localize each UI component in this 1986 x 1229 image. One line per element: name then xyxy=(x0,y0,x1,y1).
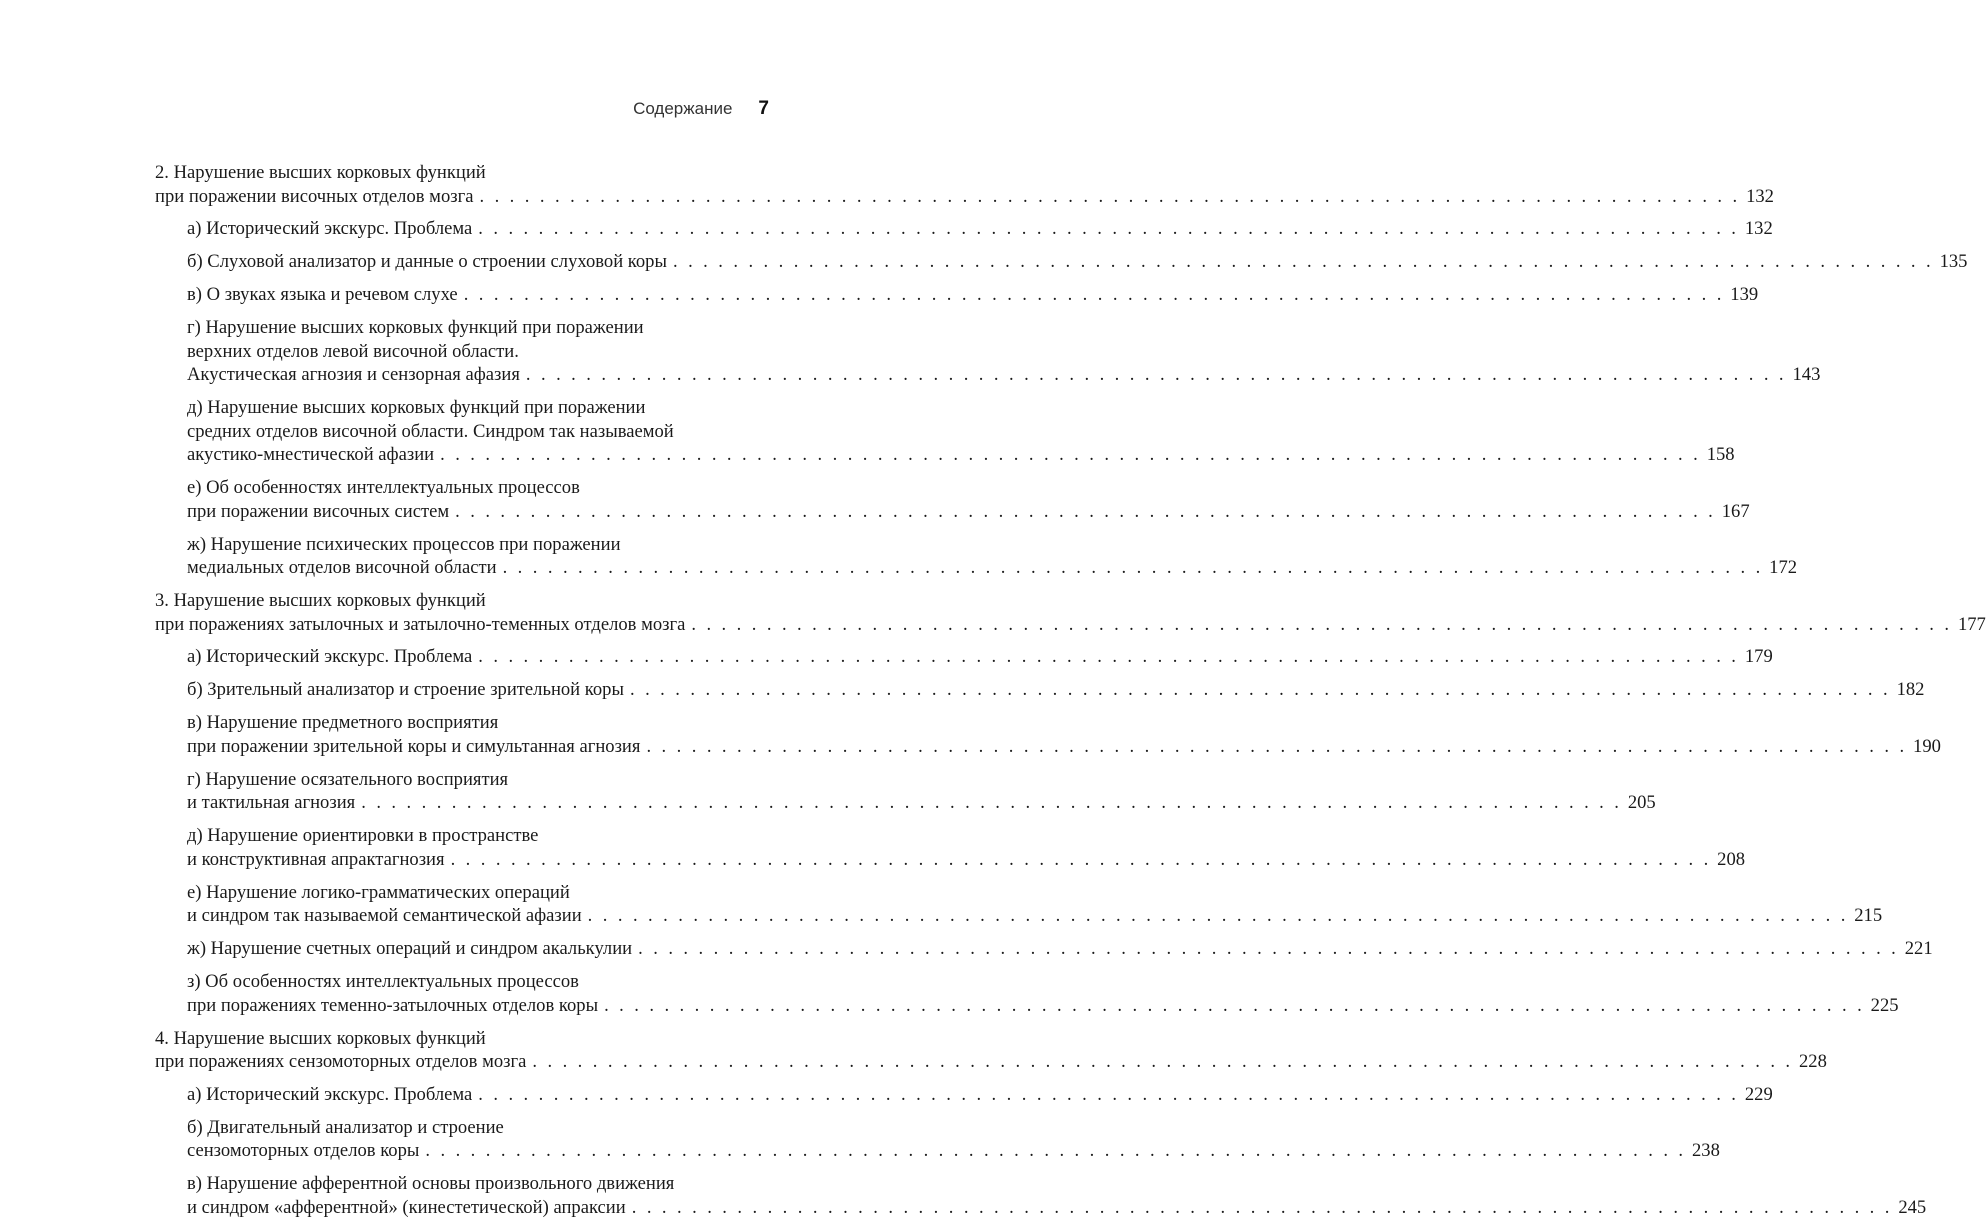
page-number: 7 xyxy=(758,98,769,119)
toc-subsection-entry xyxy=(187,1116,1720,1163)
toc-entry-line: медиальных отделов височной области xyxy=(187,557,497,578)
toc-entry-line: ж) Нарушение психических процессов при поражении xyxy=(187,533,621,555)
toc-entry-line: а) Исторический экскурс. Проблема xyxy=(187,646,473,667)
toc-page-number: 177 xyxy=(1957,613,1986,635)
toc-subsection-entry xyxy=(187,533,1798,580)
toc-section-entry xyxy=(155,161,1774,208)
toc-entry-last-line xyxy=(187,363,1821,387)
toc-entry-last-line xyxy=(187,250,1968,274)
toc-entry-line: а) Исторический экскурс. Проблема xyxy=(187,218,473,239)
toc-page-number: 172 xyxy=(1769,557,1798,578)
toc-entry-line: ж) Нарушение счетных операций и синдром акалькулии xyxy=(187,938,633,959)
dot-leader: . . . . . . . . . . . . . . . . . . . . . . . . . . . . . . . . . . . . . . . . . . . . . . . . . . . . . . . . . . . . . . . . . . . . . . . . . . . . . . . . . . . . xyxy=(478,1083,1739,1105)
toc-entry-last-line xyxy=(187,904,1883,928)
toc-entry-last-line xyxy=(187,500,1750,524)
toc-entry-line: в) О звуках языка и речевом слухе xyxy=(187,284,458,305)
toc-entry-line: д) Нарушение высших корковых функций при поражении xyxy=(187,397,646,418)
toc-subsection-entry xyxy=(187,476,1750,523)
toc-entry-line: а) Исторический экскурс. Проблема xyxy=(187,1083,473,1105)
toc-entry-line: д) Нарушение ориентировки в пространстве xyxy=(187,825,539,846)
dot-leader: . . . . . . . . . . . . . . . . . . . . . . . . . . . . . . . . . . . . . . . . . . . . . . . . . . . . . . . . . . . . . . . . . . . . . . . . . . . . . . . . . . . . xyxy=(478,646,1739,667)
toc-entry-line: и тактильная агнозия xyxy=(187,792,356,813)
dot-leader: . . . . . . . . . . . . . . . . . . . . . . . . . . . . . . . . . . . . . . . . . . . . . . . . . . . . . . . . . . . . . . . . . . . . . . . . . . . . . . . . . . . . xyxy=(631,1196,1893,1218)
toc-entry-last-line xyxy=(155,185,1774,209)
toc-entry-line: и синдром «афферентной» (кинестетической) апраксии xyxy=(187,1196,626,1218)
dot-leader: . . . . . . . . . . . . . . . . . . . . . . . . . . . . . . . . . . . . . . . . . . . . . . . . . . . . . . . . . . . . . . . . . . . . . . . . . . . . . . . . . . . . xyxy=(638,938,1899,959)
toc-page-number: 143 xyxy=(1792,364,1821,385)
toc-page-number: 225 xyxy=(1870,994,1899,1016)
toc-entry-line: при поражениях затылочных и затылочно-теменных отделов мозга xyxy=(155,613,686,635)
dot-leader: . . . . . . . . . . . . . . . . . . . . . . . . . . . . . . . . . . . . . . . . . . . . . . . . . . . . . . . . . . . . . . . . . . . . . . . . . . . . . . . . . . . . xyxy=(604,994,1865,1016)
dot-leader: . . . . . . . . . . . . . . . . . . . . . . . . . . . . . . . . . . . . . . . . . . . . . . . . . . . . . . . . . . . . . . . . . . . . . . . . . . . . . . . . . . . . xyxy=(525,364,1787,385)
toc-entry-line: и конструктивная апрактагнозия xyxy=(187,848,445,870)
running-header-title: Содержание xyxy=(633,99,733,118)
dot-leader: . . . . . . . . . . . . . . . . . . . . . . . . . . . . . . . . . . . . . . . . . . . . . . . . . . . . . . . . . . . . . . . . . . . . . . . . . . . . . . . . . . . . xyxy=(532,1051,1793,1072)
toc-entry-line: сензомоторных отделов коры xyxy=(187,1140,420,1161)
dot-leader: . . . . . . . . . . . . . . . . . . . . . . . . . . . . . . . . . . . . . . . . . . . . . . . . . . . . . . . . . . . . . . . . . . . . . . . . . . . . . . . . . . . . xyxy=(425,1140,1686,1161)
toc-page-number: 245 xyxy=(1898,1196,1927,1218)
toc-subsection-entry xyxy=(187,283,1759,307)
toc-entry-last-line xyxy=(155,1050,1827,1074)
toc-page-number: 132 xyxy=(1744,218,1773,239)
dot-leader: . . . . . . . . . . . . . . . . . . . . . . . . . . . . . . . . . . . . . . . . . . . . . . . . . . . . . . . . . . . . . . . . . . . . . . . . . . . . . . . . . . . . xyxy=(440,444,1701,465)
toc-page-number: 135 xyxy=(1939,251,1968,272)
toc-entry-line: б) Двигательный анализатор и строение xyxy=(187,1116,504,1138)
toc-entry-line: е) Об особенностях интеллектуальных процессов xyxy=(187,477,580,498)
toc-entry-line: г) Нарушение высших корковых функций при поражении xyxy=(187,317,644,338)
toc-entry-last-line xyxy=(187,848,1746,872)
toc-entry-last-line xyxy=(187,937,1933,961)
dot-leader: . . . . . . . . . . . . . . . . . . . . . . . . . . . . . . . . . . . . . . . . . . . . . . . . . . . . . . . . . . . . . . . . . . . . . . . . . . . . . . . . . . . . xyxy=(691,613,1952,635)
toc-entry-last-line xyxy=(187,994,1899,1018)
toc-entry-line: при поражении височных отделов мозга xyxy=(155,185,474,207)
toc-entry-line: 3. Нарушение высших корковых функций xyxy=(155,590,486,611)
dot-leader: . . . . . . . . . . . . . . . . . . . . . . . . . . . . . . . . . . . . . . . . . . . . . . . . . . . . . . . . . . . . . . . . . . . . . . . . . . . . . . . . . . . . xyxy=(361,792,1622,813)
toc-section-entry xyxy=(155,1027,1827,1074)
toc-subsection-entry xyxy=(187,250,1968,274)
toc-page-number: 179 xyxy=(1744,646,1773,667)
toc-page-number: 139 xyxy=(1730,284,1759,305)
toc-subsection-entry xyxy=(187,217,1773,241)
toc-subsection-entry xyxy=(187,768,1656,815)
toc-section-entry xyxy=(155,589,1986,636)
dot-leader: . . . . . . . . . . . . . . . . . . . . . . . . . . . . . . . . . . . . . . . . . . . . . . . . . . . . . . . . . . . . . . . . . . . . . . . . . . . . . . . . . . . . xyxy=(478,218,1739,239)
toc-entry-last-line xyxy=(187,443,1735,467)
toc-page-number: 228 xyxy=(1798,1051,1827,1072)
toc-entry-last-line xyxy=(187,1139,1720,1163)
toc-subsection-entry xyxy=(187,1083,1773,1107)
toc-page-number: 132 xyxy=(1746,185,1774,207)
dot-leader: . . . . . . . . . . . . . . . . . . . . . . . . . . . . . . . . . . . . . . . . . . . . . . . . . . . . . . . . . . . . . . . . . . . . . . . . . . . . . . . . . . . . xyxy=(587,905,1849,926)
toc-entry-line: 4. Нарушение высших корковых функций xyxy=(155,1027,486,1049)
table-of-contents xyxy=(155,161,1986,1229)
toc-entry-last-line xyxy=(187,678,1925,702)
dot-leader: . . . . . . . . . . . . . . . . . . . . . . . . . . . . . . . . . . . . . . . . . . . . . . . . . . . . . . . . . . . . . . . . . . . . . . . . . . . . . . . . . . . . xyxy=(450,848,1712,870)
toc-entry-line: при поражении височных систем xyxy=(187,500,450,522)
toc-subsection-entry xyxy=(187,711,1941,758)
toc-entry-last-line xyxy=(187,1083,1773,1107)
toc-entry-line: при поражениях сензомоторных отделов мозга xyxy=(155,1051,527,1072)
toc-page-number: 158 xyxy=(1706,444,1735,465)
toc-page-number: 205 xyxy=(1627,792,1656,813)
toc-entry-line: акустико-мнестической афазии xyxy=(187,444,435,465)
toc-subsection-entry xyxy=(187,970,1899,1017)
toc-entry-line: Акустическая агнозия и сензорная афазия xyxy=(187,364,520,385)
toc-subsection-entry xyxy=(187,881,1883,928)
toc-subsection-entry xyxy=(187,937,1933,961)
toc-entry-line: при поражениях теменно-затылочных отделов коры xyxy=(187,994,599,1016)
toc-entry-last-line xyxy=(187,1196,1927,1220)
toc-subsection-entry xyxy=(187,1172,1927,1219)
toc-subsection-entry xyxy=(187,645,1773,669)
toc-entry-line: верхних отделов левой височной области. xyxy=(187,340,519,362)
toc-subsection-entry xyxy=(187,316,1821,387)
toc-subsection-entry xyxy=(187,396,1735,467)
toc-entry-last-line xyxy=(187,556,1798,580)
dot-leader: . . . . . . . . . . . . . . . . . . . . . . . . . . . . . . . . . . . . . . . . . . . . . . . . . . . . . . . . . . . . . . . . . . . . . . . . . . . . . . . . . . . . xyxy=(463,284,1725,305)
toc-page-number: 221 xyxy=(1904,938,1933,959)
toc-entry-line: е) Нарушение логико-грамматических операций xyxy=(187,881,570,903)
toc-entry-last-line xyxy=(187,645,1773,669)
dot-leader: . . . . . . . . . . . . . . . . . . . . . . . . . . . . . . . . . . . . . . . . . . . . . . . . . . . . . . . . . . . . . . . . . . . . . . . . . . . . . . . . . . . . xyxy=(629,679,1891,700)
dot-leader: . . . . . . . . . . . . . . . . . . . . . . . . . . . . . . . . . . . . . . . . . . . . . . . . . . . . . . . . . . . . . . . . . . . . . . . . . . . . . . . . . . . . xyxy=(479,185,1741,207)
toc-subsection-entry xyxy=(187,678,1925,702)
toc-entry-line: з) Об особенностях интеллектуальных процессов xyxy=(187,971,579,992)
toc-page-number: 215 xyxy=(1854,905,1883,926)
toc-page-number: 167 xyxy=(1721,500,1750,522)
toc-entry-line: в) Нарушение предметного восприятия xyxy=(187,712,499,733)
toc-entry-line: и синдром так называемой семантической афазии xyxy=(187,905,582,926)
toc-subsection-entry xyxy=(187,824,1746,871)
toc-entry-line: средних отделов височной области. Синдром так называемой xyxy=(187,420,674,442)
toc-entry-line: г) Нарушение осязательного восприятия xyxy=(187,768,509,790)
toc-entry-line: 2. Нарушение высших корковых функций xyxy=(155,162,486,183)
toc-entry-last-line xyxy=(187,791,1656,815)
dot-leader: . . . . . . . . . . . . . . . . . . . . . . . . . . . . . . . . . . . . . . . . . . . . . . . . . . . . . . . . . . . . . . . . . . . . . . . . . . . . . . . . . . . . xyxy=(646,735,1908,757)
toc-entry-line: б) Зрительный анализатор и строение зрительной коры xyxy=(187,679,624,700)
toc-entry-last-line xyxy=(187,283,1759,307)
toc-page-number: 182 xyxy=(1896,679,1925,700)
toc-page-number: 238 xyxy=(1691,1140,1720,1161)
toc-entry-last-line xyxy=(187,735,1941,759)
toc-entry-line: в) Нарушение афферентной основы произвольного движения xyxy=(187,1173,675,1194)
toc-entry-last-line xyxy=(187,217,1773,241)
toc-entry-line: при поражении зрительной коры и симультанная агнозия xyxy=(187,735,641,757)
toc-page-number: 229 xyxy=(1744,1083,1773,1105)
dot-leader: . . . . . . . . . . . . . . . . . . . . . . . . . . . . . . . . . . . . . . . . . . . . . . . . . . . . . . . . . . . . . . . . . . . . . . . . . . . . . . . . . . . . xyxy=(502,557,1764,578)
dot-leader: . . . . . . . . . . . . . . . . . . . . . . . . . . . . . . . . . . . . . . . . . . . . . . . . . . . . . . . . . . . . . . . . . . . . . . . . . . . . . . . . . . . . xyxy=(455,500,1716,522)
toc-page-number: 190 xyxy=(1913,735,1941,757)
dot-leader: . . . . . . . . . . . . . . . . . . . . . . . . . . . . . . . . . . . . . . . . . . . . . . . . . . . . . . . . . . . . . . . . . . . . . . . . . . . . . . . . . . . . xyxy=(672,251,1934,272)
toc-page-number: 208 xyxy=(1717,848,1746,870)
toc-entry-last-line xyxy=(155,613,1986,637)
running-header xyxy=(633,98,769,120)
toc-entry-line: б) Слуховой анализатор и данные о строении слуховой коры xyxy=(187,251,667,272)
